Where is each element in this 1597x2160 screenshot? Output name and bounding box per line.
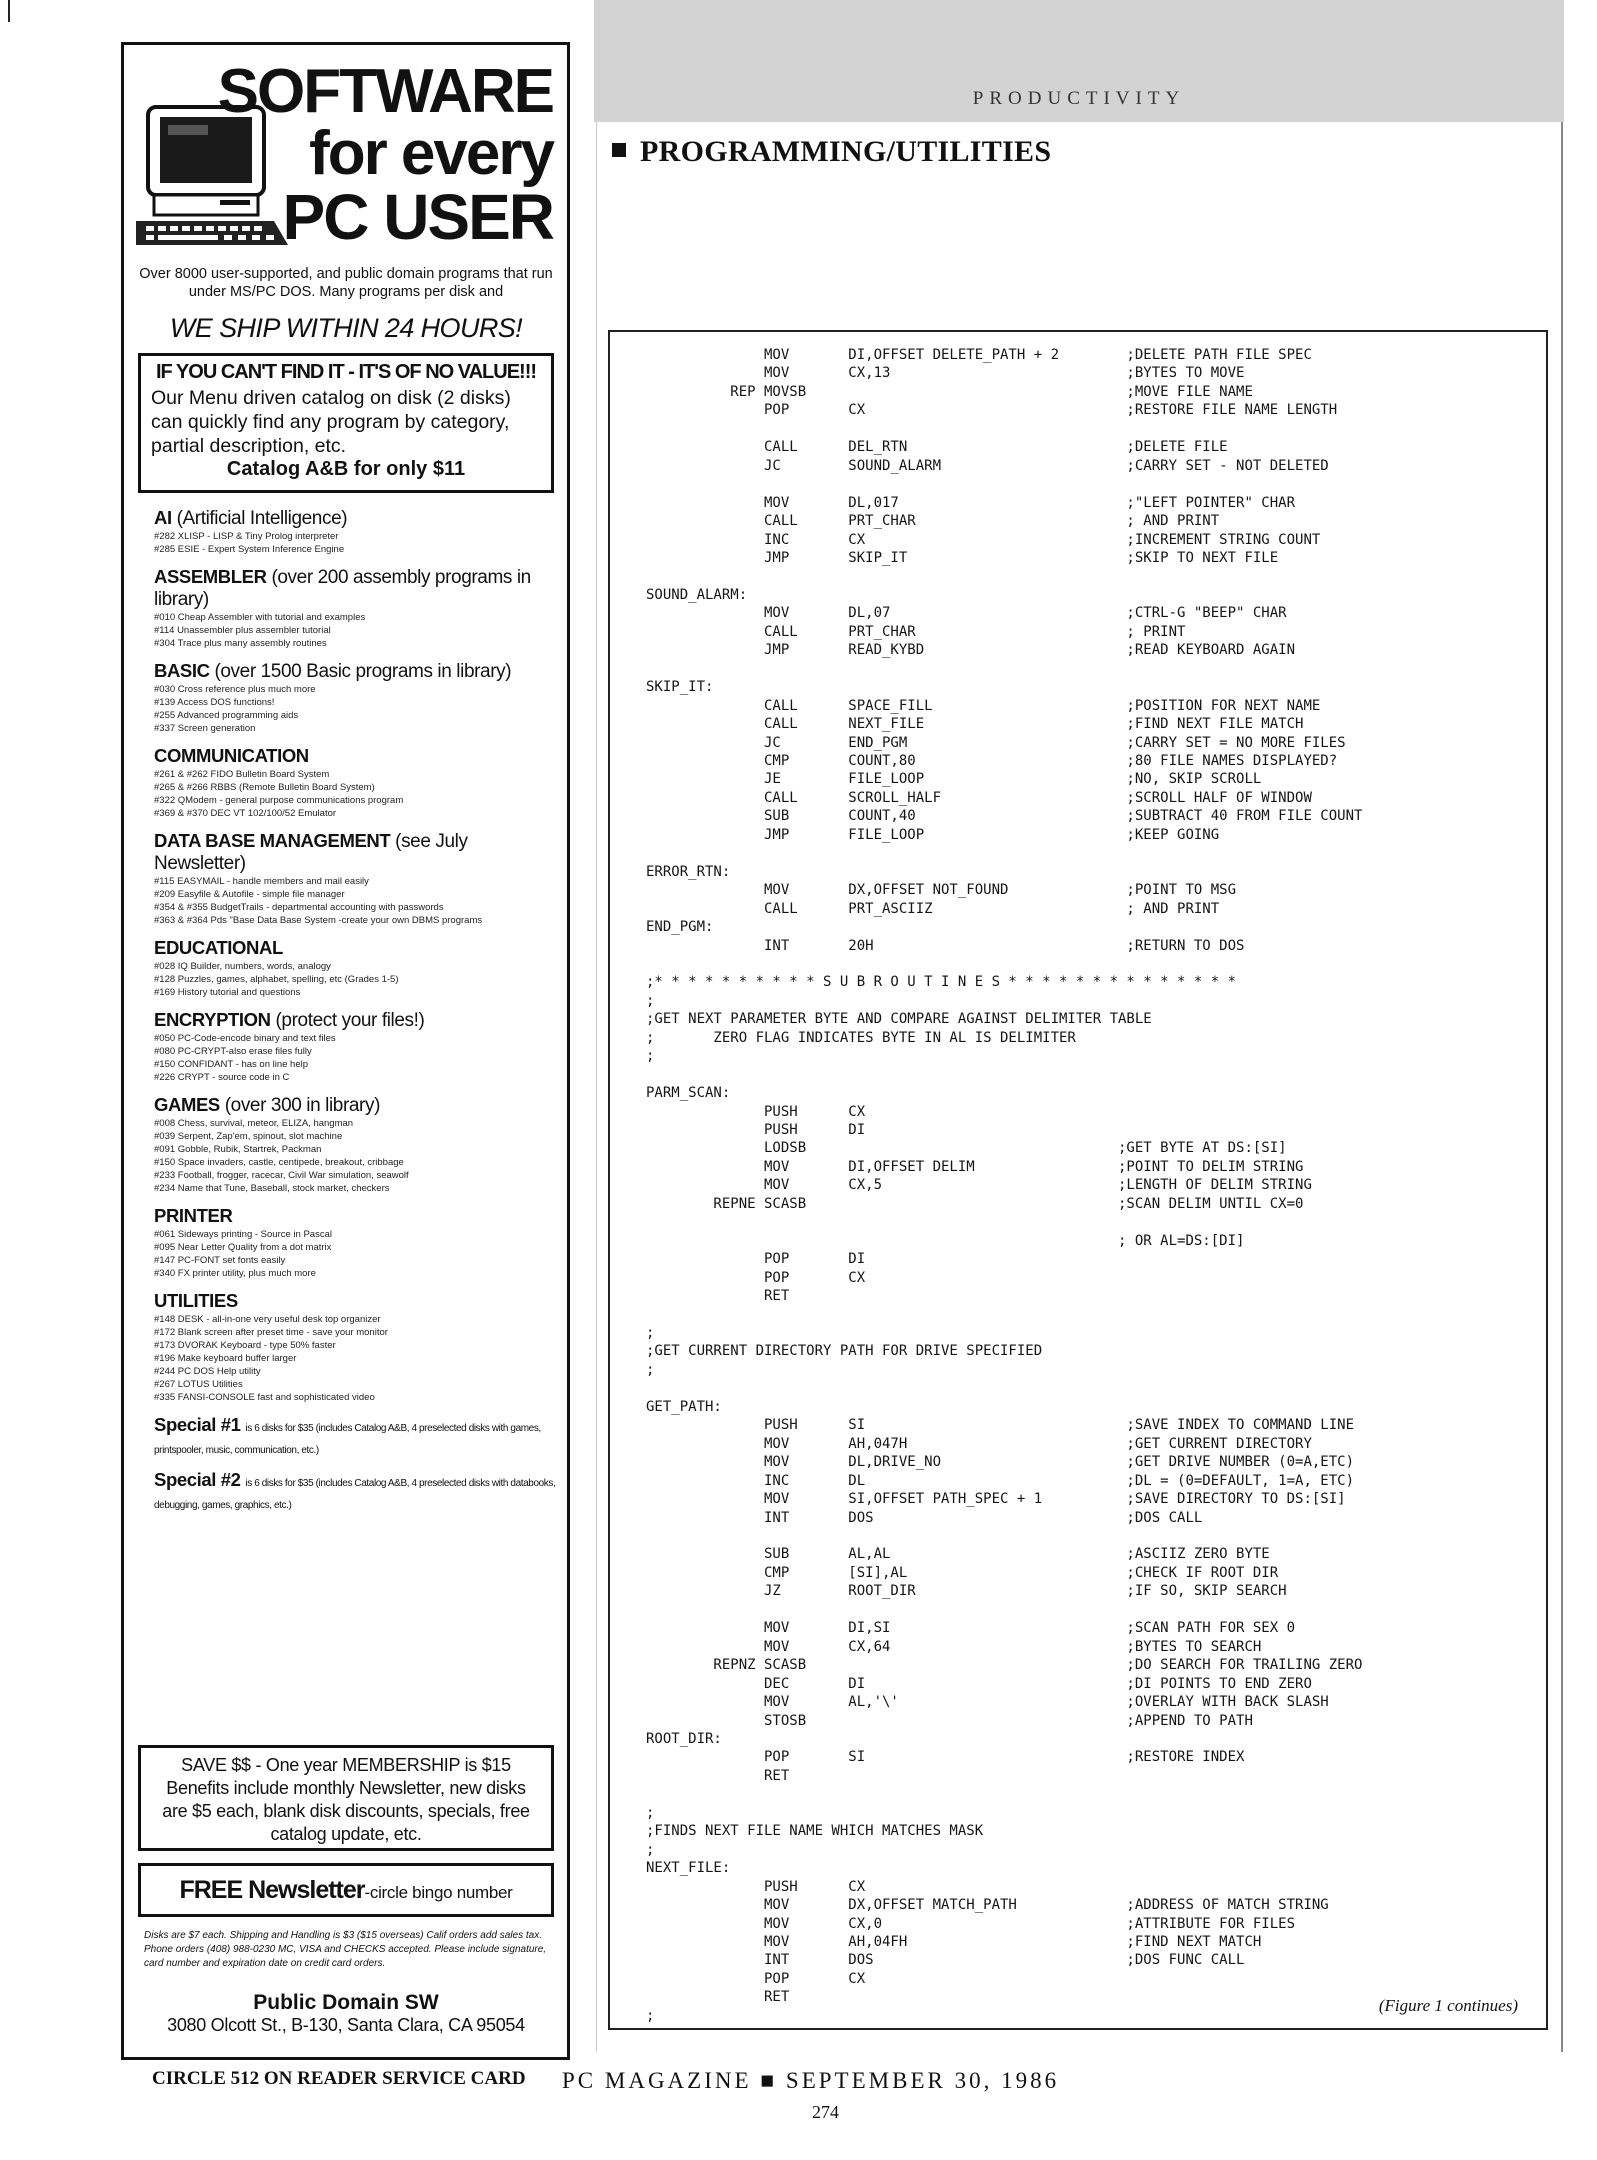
category-block: [154, 1469, 562, 1514]
category-name: Special #2: [154, 1469, 241, 1490]
category-block: [154, 1205, 562, 1280]
category-block: [154, 745, 562, 820]
ad-header: [124, 45, 567, 255]
ad-headline-line-1: SOFTWARE: [217, 57, 553, 126]
category-item: #282 XLISP - LISP & Tiny Prolog interpreter: [154, 531, 339, 542]
category-item: #226 CRYPT - source code in C: [154, 1072, 290, 1083]
category-name: ASSEMBLER: [154, 566, 267, 587]
category-name: UTILITIES: [154, 1290, 238, 1311]
category-item: #267 LOTUS Utilities: [154, 1379, 243, 1390]
category-name: EDUCATIONAL: [154, 937, 283, 958]
category-item: #150 CONFIDANT - has on line help: [154, 1059, 309, 1070]
category-title: [154, 660, 562, 683]
category-name: BASIC: [154, 660, 210, 681]
reader-service-note: CIRCLE 512 ON READER SERVICE CARD: [152, 2068, 526, 2089]
code-listing-box: [608, 330, 1548, 2030]
category-block: [154, 1009, 562, 1084]
category-note: (protect your files!): [275, 1010, 425, 1031]
category-block: [154, 937, 562, 999]
software-advertisement: [121, 42, 570, 2060]
ad-shipping-promise: WE SHIP WITHIN 24 HOURS!: [169, 313, 523, 343]
category-block: [154, 507, 562, 556]
category-title: [154, 507, 562, 530]
category-item: #150 Space invaders, castle, centipede, breakout, cribbage: [154, 1157, 404, 1168]
category-block: [154, 1290, 562, 1404]
category-title: [154, 1205, 562, 1228]
company-block: [138, 1991, 554, 2036]
category-note: (over 300 in library): [224, 1095, 381, 1116]
category-note: (see July Newsletter): [154, 831, 468, 874]
category-item: #255 Advanced programming aids: [154, 710, 299, 721]
catalog-price: Catalog A&B for only $11: [226, 458, 466, 480]
company-name: Public Domain SW: [253, 1991, 439, 2014]
category-note: is 6 disks for $35 (includes Catalog A&B, 4 preselected disks with games, printspooler, music, communication, etc.): [154, 1423, 541, 1456]
category-item: #147 PC-FONT set fonts easily: [154, 1255, 286, 1266]
category-item: #139 Access DOS functions!: [154, 697, 275, 708]
category-title: [154, 1290, 562, 1313]
category-item: #080 PC-CRYPT-also erase files fully: [154, 1046, 312, 1057]
category-item: #028 IQ Builder, numbers, words, analogy: [154, 961, 331, 972]
catalog-box: [138, 353, 554, 493]
ordering-fine-print: Disks are $7 each. Shipping and Handling is $3 ($15 overseas) Calif orders add sales tax. Phone orders (408) 988-0230 MC, VISA and CHECKS accepted. Please include signature, card number and expiration date on credit card orders.: [144, 1930, 547, 1969]
category-name: ENCRYPTION: [154, 1009, 271, 1030]
category-name: AI: [154, 507, 172, 528]
category-item: #172 Blank screen after preset time - save your monitor: [154, 1327, 388, 1338]
category-item: #261 & #262 FIDO Bulletin Board System: [154, 769, 330, 780]
newsletter-instruction: -circle bingo number: [364, 1883, 513, 1902]
category-item: #169 History tutorial and questions: [154, 987, 301, 998]
category-name: PRINTER: [154, 1205, 233, 1226]
category-title: [154, 1094, 562, 1117]
category-item: #244 PC DOS Help utility: [154, 1366, 261, 1377]
category-item: #304 Trace plus many assembly routines: [154, 638, 327, 649]
category-item: #128 Puzzles, games, alphabet, spelling, etc (Grades 1-5): [154, 974, 399, 985]
category-item: #354 & #355 BudgetTrails - departmental accounting with passwords: [154, 902, 444, 913]
company-address: 3080 Olcott St., B-130, Santa Clara, CA 95054: [167, 2015, 525, 2035]
magazine-issue: PC MAGAZINE ■ SEPTEMBER 30, 1986: [562, 2068, 1060, 2093]
category-title: [154, 1414, 562, 1459]
category-item: #061 Sideways printing - Source in Pascal: [154, 1229, 332, 1240]
category-name: GAMES: [154, 1094, 220, 1115]
category-item: #173 DVORAK Keyboard - type 50% faster: [154, 1340, 336, 1351]
category-item: #008 Chess, survival, meteor, ELIZA, hangman: [154, 1118, 354, 1129]
newsletter-label: FREE Newsletter: [179, 1876, 365, 1904]
category-item: #369 & #370 DEC VT 102/100/52 Emulator: [154, 808, 337, 819]
category-title: [154, 1009, 562, 1032]
category-title: [154, 937, 562, 960]
category-note: (over 200 assembly programs in library): [154, 567, 531, 610]
assembly-code-listing: MOV DI,OFFSET DELETE_PATH + 2 ;DELETE PATH FILE SPEC MOV CX,13 ;BYTES TO MOVE REP MOVSB ;MOVE FILE NAME POP CX ;RESTORE FILE NAME LENGTH CALL DEL_RTN ;DELETE FILE JC SOUND_ALARM ;CARRY SET - NOT DELETED MOV DL,017 ;"LEFT POINTER" CHAR CALL PRT_CHAR ; AND PRINT INC CX ;INCREMENT STRING COUNT JMP SKIP_IT ;SKIP TO NEXT FILE SOUND_ALARM: MOV DL,07 ;CTRL-G "BEEP" CHAR CALL PRT_CHAR ; PRINT JMP READ_KYBD ;READ KEYBOARD AGAIN SKIP_IT: CALL SPACE_FILL ;POSITION FOR NEXT NAME CALL NEXT_FILE ;FIND NEXT FILE MATCH JC END_PGM ;CARRY SET = NO MORE FILES CMP COUNT,80 ;80 FILE NAMES DISPLAYED? JE FILE_LOOP ;NO, SKIP SCROLL CALL SCROLL_HALF ;SCROLL HALF OF WINDOW SUB COUNT,40 ;SUBTRACT 40 FROM FILE COUNT JMP FILE_LOOP ;KEEP GOING ERROR_RTN: MOV DX,OFFSET NOT_FOUND ;POINT TO MSG CALL PRT_ASCIIZ ; AND PRINT END_PGM: INT 20H ;RETURN TO DOS ;* * * * * * * * * * S U B R O U T I N E S * * * * * * * * * * * * * * ; ;GET NEXT PARAMETER BYTE AND COMPARE AGAINST DELIMITER TABLE ; ZERO FLAG INDICATES BYTE IN AL IS DELIMITER ; PARM_SCAN: PUSH CX PUSH DI LODSB ;GET BYTE AT DS:[SI] MOV DI,OFFSET DELIM ;POINT TO DELIM STRING MOV CX,5 ;LENGTH OF DELIM STRING REPNE SCASB ;SCAN DELIM UNTIL CX=0 ; OR AL=DS:[DI] POP DI POP CX RET ; ;GET CURRENT DIRECTORY PATH FOR DRIVE SPECIFIED ; GET_PATH: PUSH SI ;SAVE INDEX TO COMMAND LINE MOV AH,047H ;GET CURRENT DIRECTORY MOV DL,DRIVE_NO ;GET DRIVE NUMBER (0=A,ETC) INC DL ;DL = (0=DEFAULT, 1=A, ETC) MOV SI,OFFSET PATH_SPEC + 1 ;SAVE DIRECTORY TO DS:[SI] INT DOS ;DOS CALL SUB AL,AL ;ASCIIZ ZERO BYTE CMP [SI],AL ;CHECK IF ROOT DIR JZ ROOT_DIR ;IF SO, SKIP SEARCH MOV DI,SI ;SCAN PATH FOR SEX 0 MOV CX,64 ;BYTES TO SEARCH REPNZ SCASB ;DO SEARCH FOR TRAILING ZERO DEC DI ;DI POINTS TO END ZERO MOV AL,'\' ;OVERLAY WITH BACK SLASH STOSB ;APPEND TO PATH ROOT_DIR: POP SI ;RESTORE INDEX RET ; ;FINDS NEXT FILE NAME WHICH MATCHES MASK ; NEXT_FILE: PUSH CX MOV DX,OFFSET MATCH_PATH ;ADDRESS OF MATCH STRING MOV CX,0 ;ATTRIBUTE FOR FILES MOV AH,04FH ;FIND NEXT MATCH INT DOS ;DOS FUNC CALL POP CX RET ;: [646, 347, 1363, 2024]
category-item: #010 Cheap Assembler with tutorial and examples: [154, 612, 366, 623]
category-block: [154, 1094, 562, 1195]
margin-mark: [8, 0, 10, 22]
category-item: #265 & #266 RBBS (Remote Bulletin Board System): [154, 782, 375, 793]
category-item: #233 Football, frogger, racecar, Civil War simulation, seawolf: [154, 1170, 409, 1181]
title-bullet-icon: [612, 143, 626, 157]
category-item: #091 Gobble, Rubik, Startrek, Packman: [154, 1144, 322, 1155]
category-note: (Artificial Intelligence): [176, 508, 348, 529]
section-label: PRODUCTIVITY: [972, 88, 1186, 109]
catalog-text: Our Menu driven catalog on disk (2 disks) can quickly find any program by category, partial description, etc.: [151, 387, 511, 457]
newsletter-box: [138, 1863, 554, 1917]
page-number: 274: [812, 2102, 839, 2122]
category-block: [154, 830, 562, 927]
category-block: [154, 1414, 562, 1459]
category-item: #095 Near Letter Quality from a dot matrix: [154, 1242, 332, 1253]
category-note: (over 1500 Basic programs in library): [214, 661, 512, 682]
article-title-text: PROGRAMMING/UTILITIES: [640, 135, 1052, 168]
category-name: DATA BASE MANAGEMENT: [154, 830, 391, 851]
category-name: COMMUNICATION: [154, 745, 309, 766]
ad-headline-line-2: for every: [309, 119, 553, 188]
category-item: #322 QModem - general purpose communications program: [154, 795, 404, 806]
category-block: [154, 660, 562, 735]
category-item: #335 FANSI-CONSOLE fast and sophisticated video: [154, 1392, 375, 1403]
figure-continues-note: (Figure 1 continues): [1378, 1996, 1518, 2015]
category-note: is 6 disks for $35 (includes Catalog A&B, 4 preselected disks with databooks, debugging, games, graphics, etc.): [154, 1478, 556, 1511]
category-item: #039 Serpent, Zap'em, spinout, slot machine: [154, 1131, 343, 1142]
category-title: [154, 566, 562, 611]
article-title: [612, 135, 1051, 169]
category-title: [154, 830, 562, 875]
ad-headline-line-3: PC USER: [282, 181, 553, 253]
category-name: Special #1: [154, 1414, 241, 1435]
category-title: [154, 1469, 562, 1514]
category-title: [154, 745, 562, 768]
category-item: #337 Screen generation: [154, 723, 256, 734]
category-item: #115 EASYMAIL - handle members and mail easily: [154, 876, 369, 887]
category-item: #234 Name that Tune, Baseball, stock market, checkers: [154, 1183, 390, 1194]
category-item: #285 ESIE - Expert System Inference Engine: [154, 544, 345, 555]
catalog-heading: IF YOU CAN'T FIND IT - IT'S OF NO VALUE!!!: [155, 361, 537, 383]
category-item: #340 FX printer utility, plus much more: [154, 1268, 316, 1279]
category-item: #209 Easyfile & Autofile - simple file manager: [154, 889, 345, 900]
membership-box: SAVE $$ - One year MEMBERSHIP is $15 Benefits include monthly Newsletter, new disks are $5 each, blank disk discounts, specials, free catalog update, etc.: [138, 1745, 554, 1851]
category-block: [154, 566, 562, 650]
category-item: #196 Make keyboard buffer larger: [154, 1353, 297, 1364]
category-item: #363 & #364 Pds "Base Data Base System -create your own DBMS programs: [154, 915, 483, 926]
category-item: #050 PC-Code-encode binary and text files: [154, 1033, 336, 1044]
ad-intro: Over 8000 user-supported, and public domain programs that run under MS/PC DOS. Many programs per disk and: [139, 266, 553, 300]
category-item: #148 DESK - all-in-one very useful desk top organizer: [154, 1314, 381, 1325]
category-item: #030 Cross reference plus much more: [154, 684, 316, 695]
category-item: #114 Unassembler plus assembler tutorial: [154, 625, 331, 636]
program-categories: [154, 507, 562, 1524]
